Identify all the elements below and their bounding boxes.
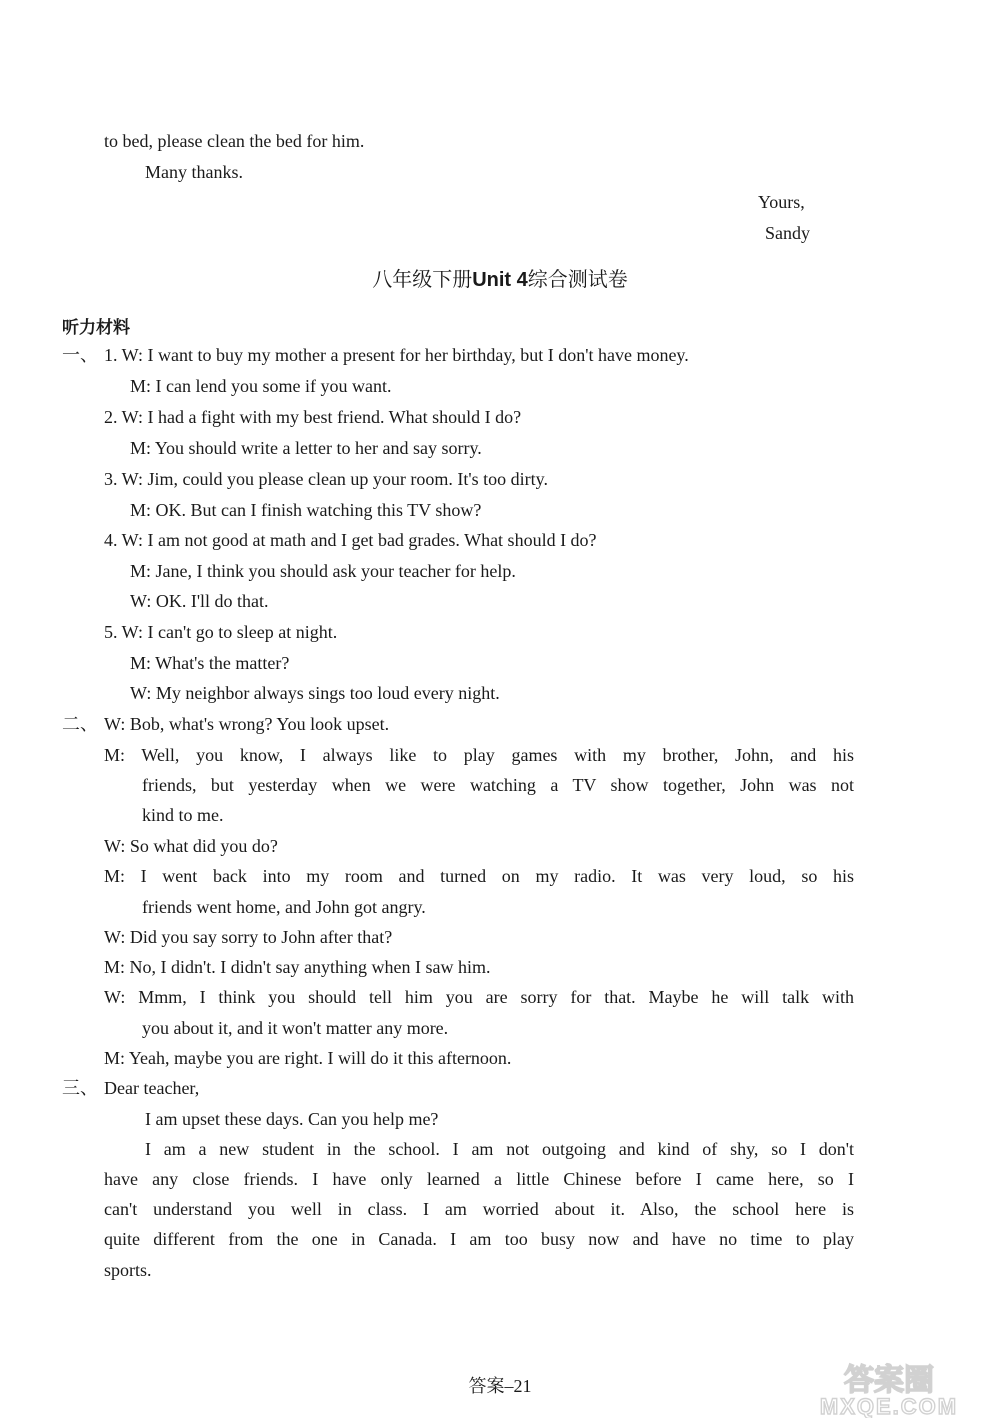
page-number: 答案–21 bbox=[468, 1376, 532, 1396]
dialogue-line: W: So what did you do? bbox=[104, 836, 278, 856]
section-heading: 听力材料 bbox=[62, 318, 130, 338]
part-marker: 三、 bbox=[62, 1078, 98, 1098]
dialogue-line: M: I can lend you some if you want. bbox=[130, 376, 392, 396]
dialogue-line: W: Did you say sorry to John after that? bbox=[104, 927, 393, 947]
dialogue-line: M: Well, you know, I always like to play games with my brother, John, and his bbox=[104, 745, 854, 765]
letter-line: to bed, please clean the bed for him. bbox=[104, 131, 365, 151]
dialogue-line: friends went home, and John got angry. bbox=[142, 897, 426, 917]
letter-closing: Yours, bbox=[758, 192, 805, 212]
dialogue-line: W: My neighbor always sings too loud every night. bbox=[130, 683, 500, 703]
part-marker: 一、 bbox=[62, 345, 98, 365]
dialogue-line: M: You should write a letter to her and say sorry. bbox=[130, 438, 482, 458]
dialogue-line: you about it, and it won't matter any more. bbox=[142, 1018, 449, 1038]
dialogue-line: M: Jane, I think you should ask your teacher for help. bbox=[130, 561, 516, 581]
title-prefix: 八年级下册 bbox=[372, 267, 473, 291]
dialogue-line: 3. W: Jim, could you please clean up your room. It's too dirty. bbox=[104, 469, 548, 489]
letter-line: quite different from the one in Canada. I am too busy now and have no time to play bbox=[104, 1229, 854, 1249]
letter-line: I am a new student in the school. I am not outgoing and kind of shy, so I don't bbox=[145, 1139, 854, 1159]
dialogue-line: W: OK. I'll do that. bbox=[130, 591, 269, 611]
part-marker: 二、 bbox=[62, 714, 98, 734]
dialogue-line: 4. W: I am not good at math and I get bad grades. What should I do? bbox=[104, 530, 597, 550]
dialogue-line: M: Yeah, maybe you are right. I will do it this afternoon. bbox=[104, 1048, 512, 1068]
dialogue-line: M: I went back into my room and turned on my radio. It was very loud, so his bbox=[104, 866, 854, 886]
letter-line: have any close friends. I have only learned a little Chinese before I came here, so I bbox=[104, 1169, 854, 1189]
letter-line: sports. bbox=[104, 1260, 152, 1280]
letter-signature: Sandy bbox=[765, 223, 810, 243]
dialogue-line: friends, but yesterday when we were watching a TV show together, John was not bbox=[142, 775, 854, 795]
page-title bbox=[0, 263, 1000, 292]
dialogue-line: M: What's the matter? bbox=[130, 653, 290, 673]
dialogue-line: 2. W: I had a fight with my best friend. What should I do? bbox=[104, 407, 522, 427]
watermark-url: MXQE.COM bbox=[819, 1394, 959, 1418]
dialogue-line: M: No, I didn't. I didn't say anything when I saw him. bbox=[104, 957, 491, 977]
dialogue-line: W: Bob, what's wrong? You look upset. bbox=[104, 714, 390, 734]
dialogue-line: 5. W: I can't go to sleep at night. bbox=[104, 622, 338, 642]
dialogue-line: 1. W: I want to buy my mother a present for her birthday, but I don't have money. bbox=[104, 345, 689, 365]
watermark-logo bbox=[797, 1360, 982, 1418]
title-suffix: 综合测试卷 bbox=[527, 267, 628, 291]
dialogue-line: M: OK. But can I finish watching this TV show? bbox=[130, 500, 482, 520]
title-unit: Unit 4 bbox=[472, 269, 528, 291]
letter-salutation: Dear teacher, bbox=[104, 1078, 200, 1098]
letter-line: Many thanks. bbox=[145, 162, 243, 182]
dialogue-line: kind to me. bbox=[142, 805, 224, 825]
dialogue-line: W: Mmm, I think you should tell him you are sorry for that. Maybe he will talk with bbox=[104, 987, 854, 1007]
watermark-main: 答案圈 bbox=[844, 1363, 934, 1398]
letter-line: I am upset these days. Can you help me? bbox=[145, 1109, 439, 1129]
letter-line: can't understand you well in class. I am worried about it. Also, the school here is bbox=[104, 1199, 854, 1219]
